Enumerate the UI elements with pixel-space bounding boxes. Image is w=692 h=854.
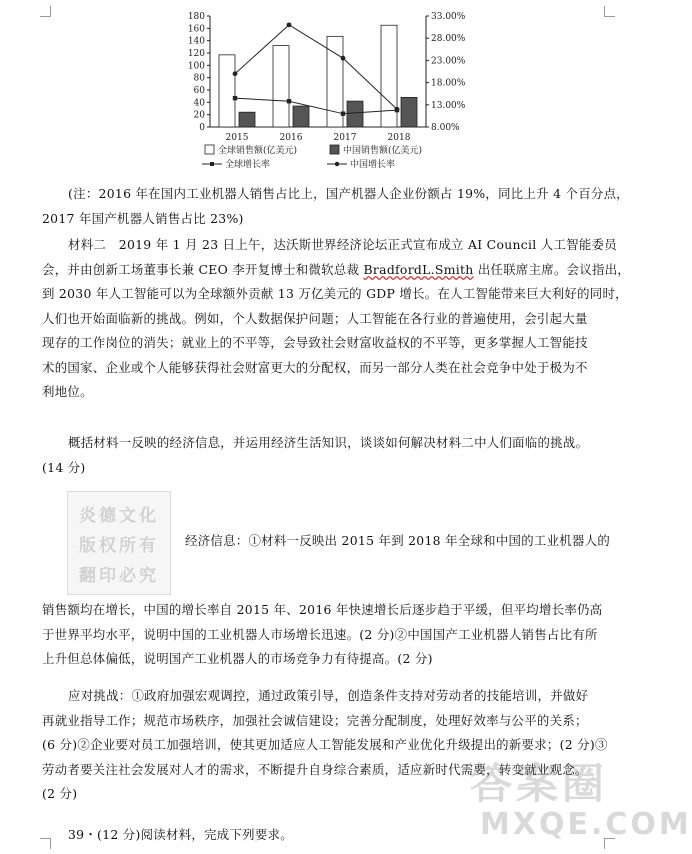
left-tick-label: 140: [187, 36, 205, 47]
answer-challenges: [42, 684, 610, 807]
material-line: 人们也开始面临新的挑战。例如，个人数据保护问题；人工智能在各行业的普遍使用，会引起大量: [42, 310, 588, 326]
right-tick-label: 18.00%: [431, 78, 466, 89]
answer-economic-info: [42, 598, 610, 672]
question-line: (14 分): [42, 459, 86, 475]
right-tick-label: 8.00%: [431, 123, 460, 133]
china-growth-point: [341, 56, 346, 61]
question-line: 39・(12 分)阅读材料，完成下列要求。: [68, 827, 293, 842]
chart-note: [42, 182, 629, 231]
china-growth-point: [233, 71, 238, 76]
person-name: BradfordL.Smith: [363, 261, 474, 277]
global-growth-point: [341, 111, 345, 115]
global-growth-point: [287, 99, 291, 103]
legend-swatch-china-growth-marker: [335, 162, 339, 166]
left-tick-label: 40: [193, 98, 205, 109]
left-tick-label: 80: [193, 73, 205, 84]
left-tick-label: 160: [187, 24, 205, 35]
legend-swatch-global-growth-marker: [210, 162, 214, 166]
note-line: 2017 年国产机器人销售占比 23%): [42, 210, 244, 226]
right-tick-label: 13.00%: [431, 100, 466, 111]
legend-label: 全球销售额(亿美元): [218, 146, 298, 156]
material-line: [42, 258, 631, 283]
global-growth-point: [233, 96, 237, 100]
china-growth-line: [235, 25, 397, 109]
right-tick-label: 28.00%: [431, 34, 466, 45]
global-sales-bar: [273, 46, 289, 127]
x-tick-label: 2018: [387, 133, 411, 143]
global-sales-bar: [219, 55, 235, 127]
answer-line: 再就业指导工作；规范市场秩序，加强社会诚信建设；完善分配制度，处理好效率与公平的关系；: [42, 712, 588, 728]
answer-line: 劳动者要关注社会发展对人才的需求，不断提升自身综合素质，适应新时代需要，转变就业观念。: [42, 761, 588, 777]
page-corner-mark: [604, 6, 615, 17]
legend-swatch-china-sales: [330, 145, 339, 154]
right-tick-label: 33.00%: [431, 12, 466, 22]
china-sales-bar: [347, 101, 363, 127]
material-text: 出任联席主席。会议指出，: [473, 261, 631, 277]
robot-sales-chart: [150, 4, 480, 172]
material-line: 现存的工作岗位的消失；就业上的不平等，会导致社会财富收益权的不平等，更多掌握人工智能技: [42, 335, 588, 350]
copyright-stamp: [67, 491, 171, 595]
stamp-text: 炎德文化: [79, 505, 159, 526]
material-two: [42, 233, 631, 405]
legend-swatch-global-sales: [205, 145, 214, 154]
left-tick-label: 20: [193, 110, 205, 121]
stamp-text: 翻印必究: [79, 565, 159, 586]
question: [42, 431, 610, 480]
answer-line: 上升但总体偏低，说明国产工业机器人的市场竞争力有待提高。(2 分): [42, 651, 433, 666]
answer-line: (2 分): [42, 786, 78, 801]
china-sales-bar: [401, 97, 417, 127]
left-tick-label: 180: [187, 12, 205, 22]
x-tick-label: 2015: [225, 133, 249, 143]
note-line: (注：2016 年在国内工业机器人销售占比上，国产机器人企业份额占 19%，同比上升 4 个百分点，: [68, 186, 629, 201]
material-line: 术的国家、企业或个人能够获得社会财富更大的分配权，而另一部分人类在社会竞争中处于极为不: [42, 359, 588, 375]
question-line: 概括材料一反映的经济信息，并运用经济生活知识，谈谈如何解决材料二中人们面临的挑战。: [68, 435, 589, 450]
legend-label: 全球增长率: [225, 160, 271, 170]
material-line: 材料二 2019 年 1 月 23 日上午，达沃斯世界经济论坛正式宣布成立 AI Council 人工智能委员: [68, 237, 617, 252]
global-sales-bar: [381, 25, 397, 127]
stamp-text: 版权所有: [79, 535, 159, 556]
x-tick-label: 2017: [333, 133, 357, 143]
material-text: 会，并由创新工场董事长兼 CEO 李开复博士和微软总裁: [42, 261, 364, 277]
global-growth-line: [235, 98, 397, 114]
china-growth-point: [287, 22, 292, 27]
legend-label: 中国销售额(亿美元): [343, 146, 423, 156]
material-line: 到 2030 年人工智能可以为全球额外贡献 13 万亿美元的 GDP 增长。在人工智能带来巨大利好的同时，: [42, 286, 628, 301]
left-tick-label: 100: [187, 61, 205, 72]
legend-label: 中国增长率: [350, 160, 396, 170]
left-tick-label: 60: [193, 86, 205, 96]
material-line: 利地位。: [42, 384, 93, 399]
answer-line: 销售额均在增长，中国的增长率自 2015 年、2016 年快速增长后逐步趋于平缓，但平均增长率仍高: [42, 602, 603, 617]
answer-info-first-line: [185, 529, 610, 554]
answer-line: 于世界平均水平，说明中国的工业机器人市场增长迅速。(2 分)②中国国产工业机器人销售占比有所: [42, 626, 598, 642]
x-tick-label: 2016: [279, 133, 303, 143]
right-tick-label: 23.00%: [431, 56, 466, 67]
question-39: [42, 823, 610, 848]
china-sales-bar: [293, 106, 309, 127]
watermark-text: MXQE.COM: [480, 807, 692, 842]
answer-line: 经济信息：①材料一反映出 2015 年到 2018 年全球和中国的工业机器人的: [185, 533, 611, 548]
watermark-text: 答案圈: [470, 759, 609, 808]
answer-line: (6 分)②企业要对员工加强培训，使其更加适应人工智能发展和产业优化升级提出的新要求；(2 分)③: [42, 737, 608, 752]
answer-line: 应对挑战：①政府加强宏观调控，通过政策引导，创造条件支持对劳动者的技能培训，并做好: [68, 688, 589, 703]
china-growth-point: [395, 107, 400, 112]
left-tick-label: 0: [199, 123, 205, 133]
left-tick-label: 120: [187, 49, 205, 59]
page-corner-mark: [40, 6, 51, 17]
china-sales-bar: [239, 112, 255, 127]
